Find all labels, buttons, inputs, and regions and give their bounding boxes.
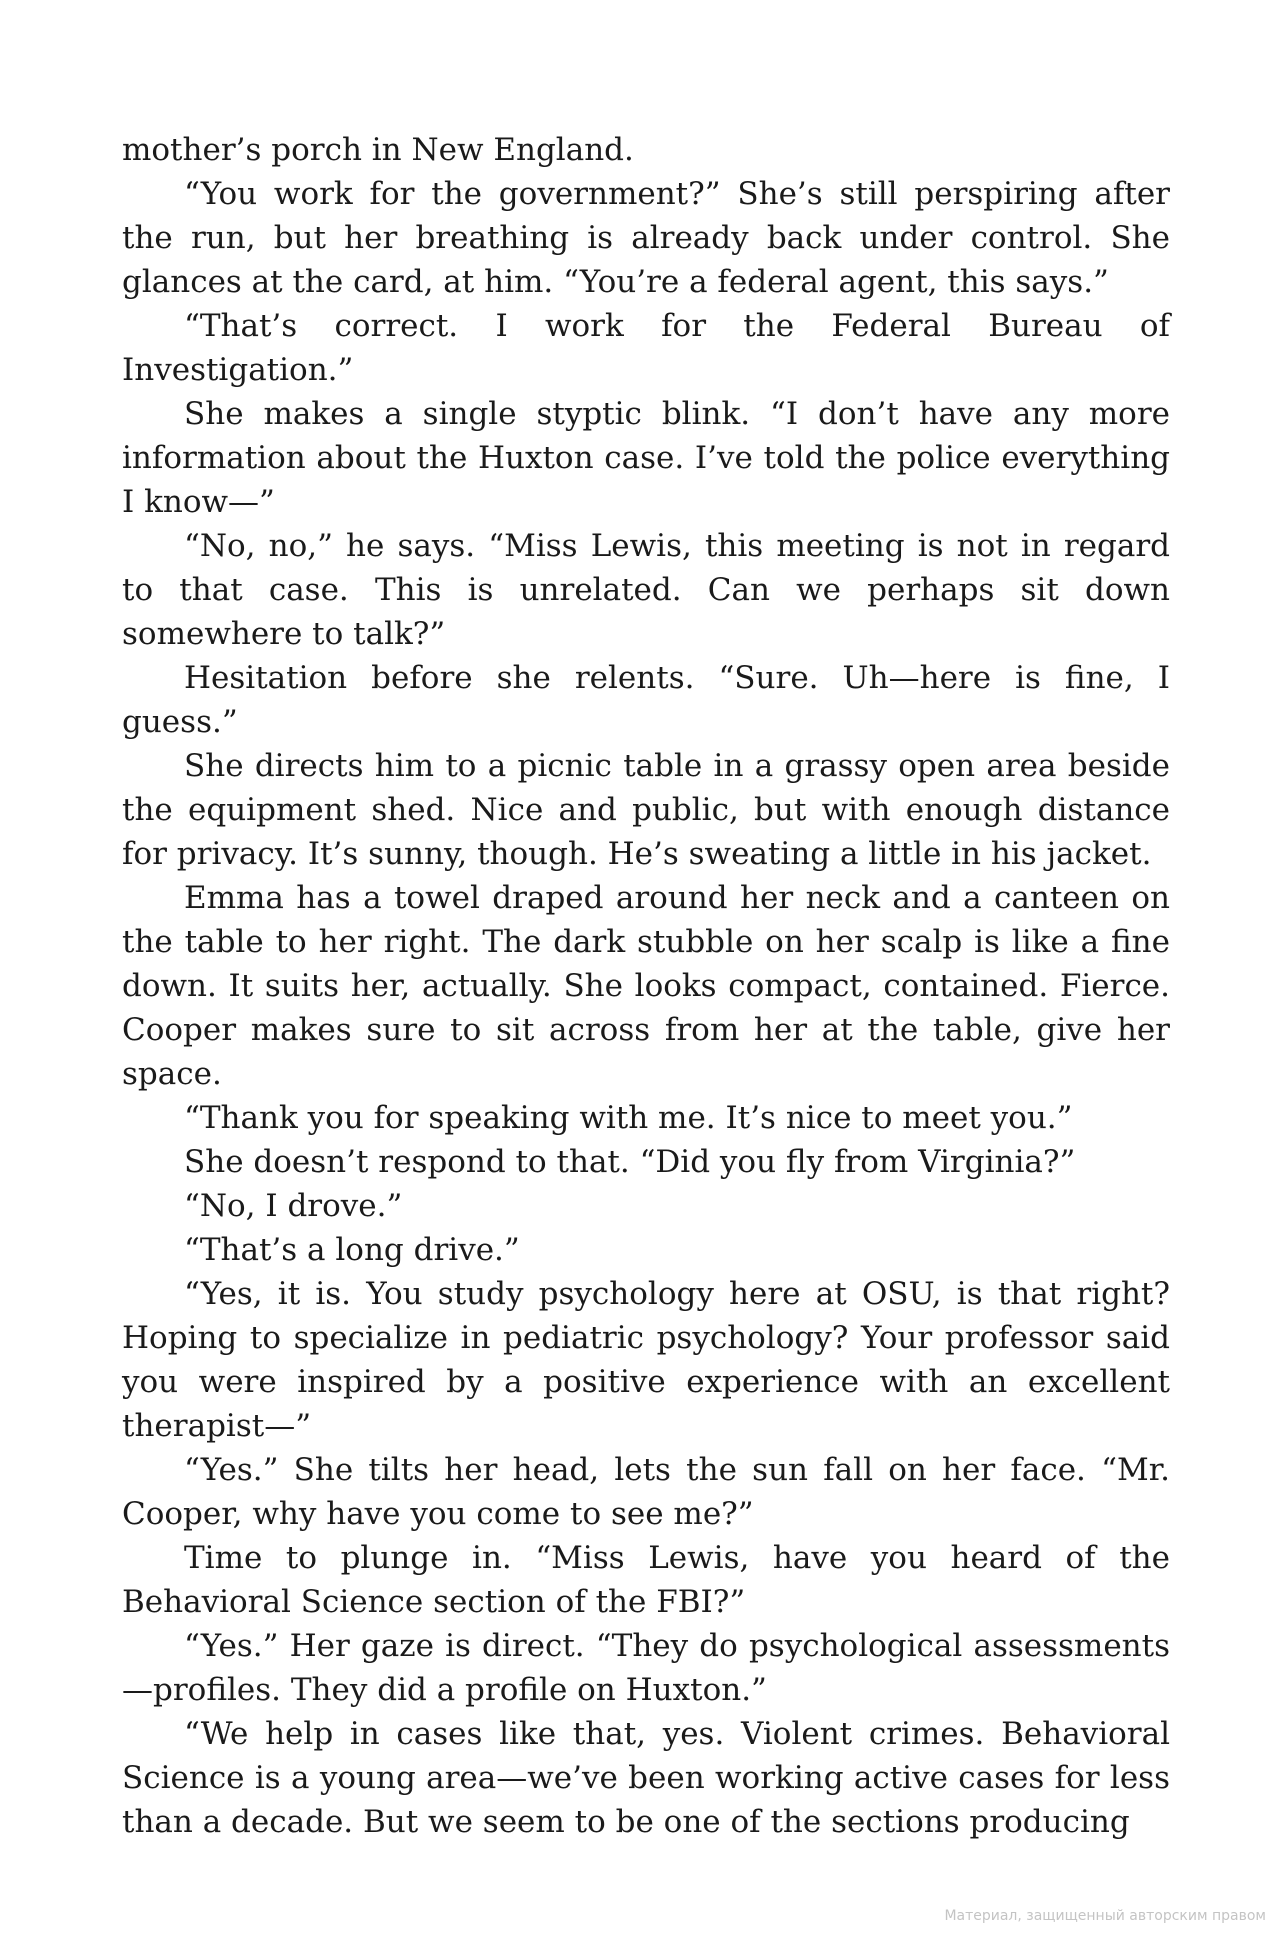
paragraph: “We help in cases like that, yes. Violent crimes. Behavioral Science is a young area—we’ve been working active cases for less than a decade. But we seem to be one of the sections producing xyxy=(122,1716,1170,1840)
book-page-text xyxy=(122,128,1170,1844)
paragraph: Emma has a towel draped around her neck and a canteen on the table to her right. The dark stubble on her scalp is like a fine down. It suits her, actually. She looks compact, contained. Fierce. Cooper makes sure to sit across from her at the table, give her space. xyxy=(122,880,1170,1092)
paragraph: “Yes, it is. You study psychology here at OSU, is that right? Hoping to specialize in pediatric psychology? Your professor said you were inspired by a positive experience with an excellent therapist—” xyxy=(122,1276,1170,1444)
paragraph: “That’s a long drive.” xyxy=(184,1232,520,1268)
paragraph: “No, no,” he says. “Miss Lewis, this meeting is not in regard to that case. This is unrelated. Can we perhaps sit down somewhere to talk?” xyxy=(122,528,1170,652)
paragraph: She makes a single styptic blink. “I don’t have any more information about the Huxton case. I’ve told the police everything I know—” xyxy=(122,396,1170,520)
paragraph: “Thank you for speaking with me. It’s nice to meet you.” xyxy=(184,1100,1073,1136)
paragraph: “You work for the government?” She’s still perspiring after the run, but her breathing is already back under control. She glances at the card, at him. “You’re a federal agent, this says.” xyxy=(122,176,1170,300)
copyright-watermark: Материал, защищенный авторским правом xyxy=(944,1908,1266,1924)
paragraph: She doesn’t respond to that. “Did you fly from Virginia?” xyxy=(184,1144,1076,1180)
paragraph: Hesitation before she relents. “Sure. Uh—here is fine, I guess.” xyxy=(122,660,1170,740)
paragraph: “No, I drove.” xyxy=(184,1188,403,1224)
paragraph-continuation: mother’s porch in New England. xyxy=(122,132,634,168)
paragraph: She directs him to a picnic table in a grassy open area beside the equipment shed. Nice and public, but with enough distance for privacy. It’s sunny, though. He’s sweating a little in his jacket. xyxy=(122,748,1170,872)
paragraph: “Yes.” Her gaze is direct. “They do psychological assessments—profiles. They did a profile on Huxton.” xyxy=(122,1628,1170,1708)
paragraph: “Yes.” She tilts her head, lets the sun fall on her face. “Mr. Cooper, why have you come to see me?” xyxy=(122,1452,1170,1532)
paragraph: Time to plunge in. “Miss Lewis, have you heard of the Behavioral Science section of the FBI?” xyxy=(122,1540,1170,1620)
paragraph: “That’s correct. I work for the Federal Bureau of Investigation.” xyxy=(122,308,1170,388)
